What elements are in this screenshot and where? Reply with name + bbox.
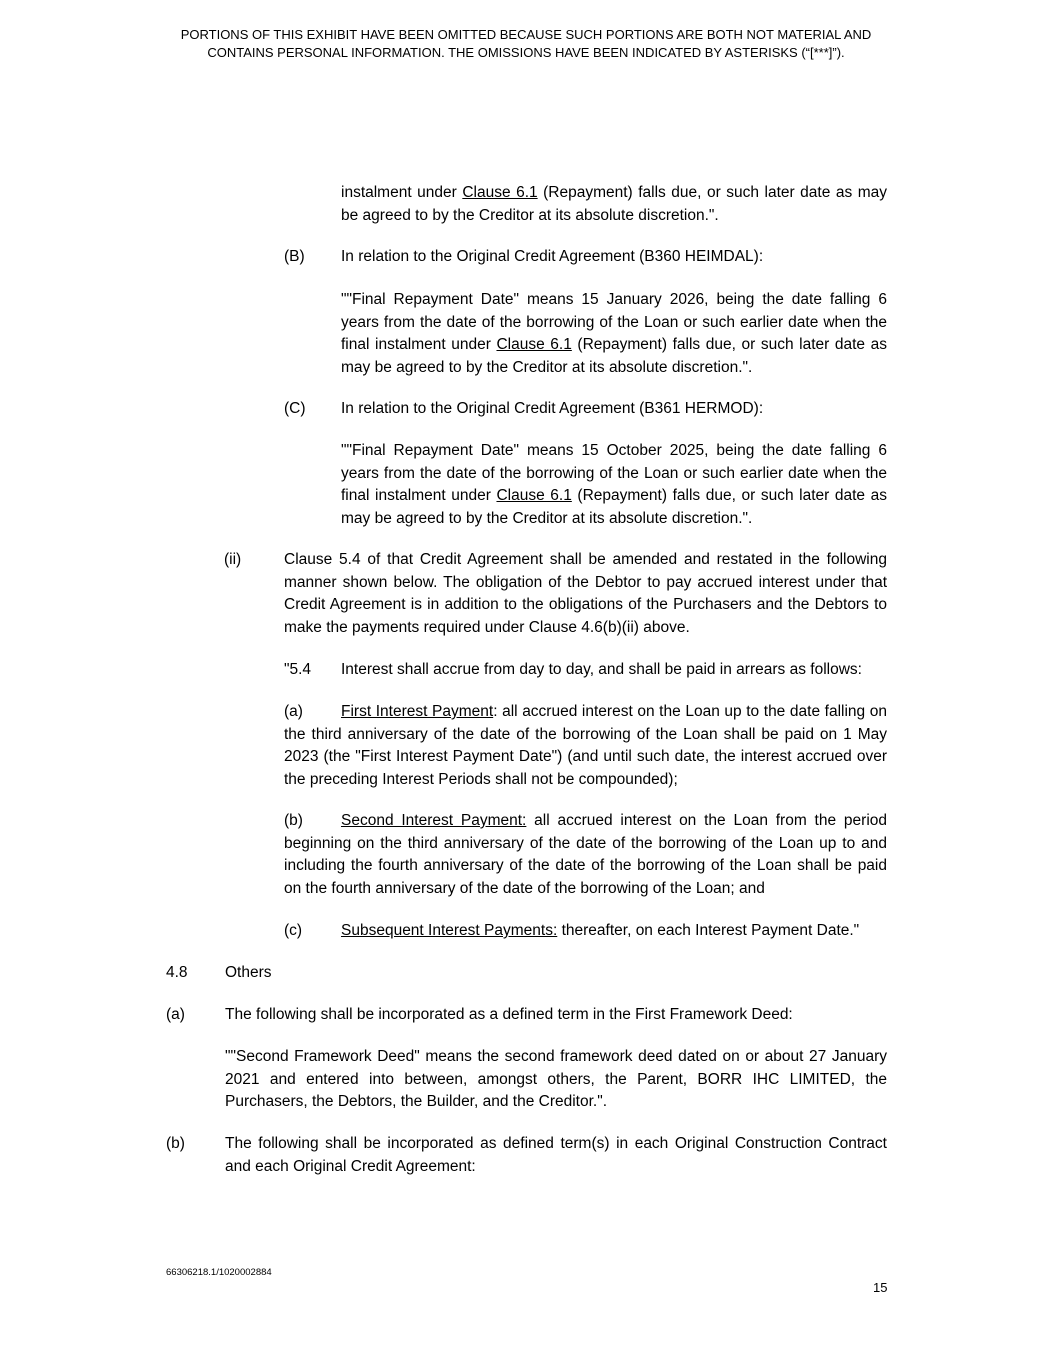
subsequent-interest-payments-paragraph: Subsequent Interest Payments: thereafter, on each Interest Payment Date." [341, 922, 860, 939]
subsequent-interest-payments-title: Subsequent Interest Payments: [341, 922, 558, 939]
document-reference: 66306218.1/1020002884 [166, 1267, 272, 1278]
section-4-8-number: 4.8 [166, 964, 188, 981]
section-4-8-b-text: The following shall be incorporated as defined term(s) in each Original Construction Contract and each Original Credit Agreement: [225, 1135, 887, 1175]
section-4-8-title: Others [225, 964, 272, 981]
section-4-8-a-label: (a) [166, 1006, 185, 1023]
second-interest-payment-title: Second Interest Payment: [341, 812, 527, 829]
item-ii-text: Clause 5.4 of that Credit Agreement shall be amended and restated in the following manner shown below. The obligation of the Debtor to pay accrued interest under that Credit Agreement is in addition to the obligations of the Purchasers and the Debtors to make the payments required under Clause 4.6(b)(ii) above. [284, 551, 887, 636]
item-a-label: (a) [284, 703, 303, 720]
section-4-8-a-text: The following shall be incorporated as a defined term in the First Framework Deed: [225, 1006, 793, 1023]
notice-line-1: PORTIONS OF THIS EXHIBIT HAVE BEEN OMITTED BECAUSE SUCH PORTIONS ARE BOTH NOT MATERIAL AND [180, 27, 872, 42]
clause-6-1-reference: Clause 6.1 [496, 487, 572, 504]
first-interest-payment-paragraph: (a) First Interest Payment: all accrued interest on the Loan up to the date falling on the third anniversary of the date of the borrowing of the Loan shall be paid on 1 May 2023 (the "First Interest Payment Date") (and until such date, the interest accrued over the preceding Interest Periods shall not be compounded); [284, 703, 887, 788]
item-b-heading: In relation to the Original Credit Agreement (B360 HEIMDAL): [341, 248, 764, 265]
item-b-definition: ""Final Repayment Date" means 15 January 2026, being the date falling 6 years from the date of the borrowing of the Loan or such earlier date when the final instalment under Clause 6.1 (Repayment) falls due, or such later date as may be agreed to by the Creditor at its absolute discretion.". [341, 291, 888, 376]
clause-5-4-label: "5.4 [284, 661, 312, 678]
first-interest-payment-title: First Interest Payment [341, 703, 494, 720]
second-interest-payment-paragraph: (b) Second Interest Payment: all accrued interest on the Loan from the period beginning on the third anniversary of the date of the borrowing of the Loan up to and including the fourth anniversary of the date of the borrowing of the Loan shall be paid on the fourth anniversary of the date of the borrowing of the Loan; and [284, 812, 887, 897]
item-b-sub-label: (b) [284, 812, 303, 829]
item-ii-label: (ii) [224, 551, 242, 568]
clause-6-1-reference: Clause 6.1 [462, 184, 538, 201]
clause-6-1-reference: Clause 6.1 [496, 336, 572, 353]
redaction-notice [150, 26, 902, 62]
item-c-sub-label: (c) [284, 922, 303, 939]
item-c-heading: In relation to the Original Credit Agreement (B361 HERMOD): [341, 400, 764, 417]
notice-line-2: CONTAINS PERSONAL INFORMATION. THE OMISSIONS HAVE BEEN INDICATED BY ASTERISKS (“[***]”). [207, 45, 845, 60]
page-number: 15 [873, 1280, 888, 1295]
clause-5-4-text: Interest shall accrue from day to day, and shall be paid in arrears as follows: [341, 661, 862, 678]
continuation-paragraph: instalment under Clause 6.1 (Repayment) falls due, or such later date as may be agreed to by the Creditor at its absolute discretion.". [341, 184, 888, 224]
item-c-definition: ""Final Repayment Date" means 15 October 2025, being the date falling 6 years from the date of the borrowing of the Loan or such earlier date when the final instalment under Clause 6.1 (Repayment) falls due, or such later date as may be agreed to by the Creditor at its absolute discretion.". [341, 442, 888, 527]
section-4-8-b-label: (b) [166, 1135, 185, 1152]
second-framework-deed-definition: ""Second Framework Deed" means the second framework deed dated on or about 27 January 2021 and entered into between, amongst others, the Parent, BORR IHC LIMITED, the Purchasers, the Debtors, the Builder, and the Creditor.". [225, 1048, 887, 1110]
item-c-label: (C) [284, 400, 306, 417]
item-b-label: (B) [284, 248, 305, 265]
